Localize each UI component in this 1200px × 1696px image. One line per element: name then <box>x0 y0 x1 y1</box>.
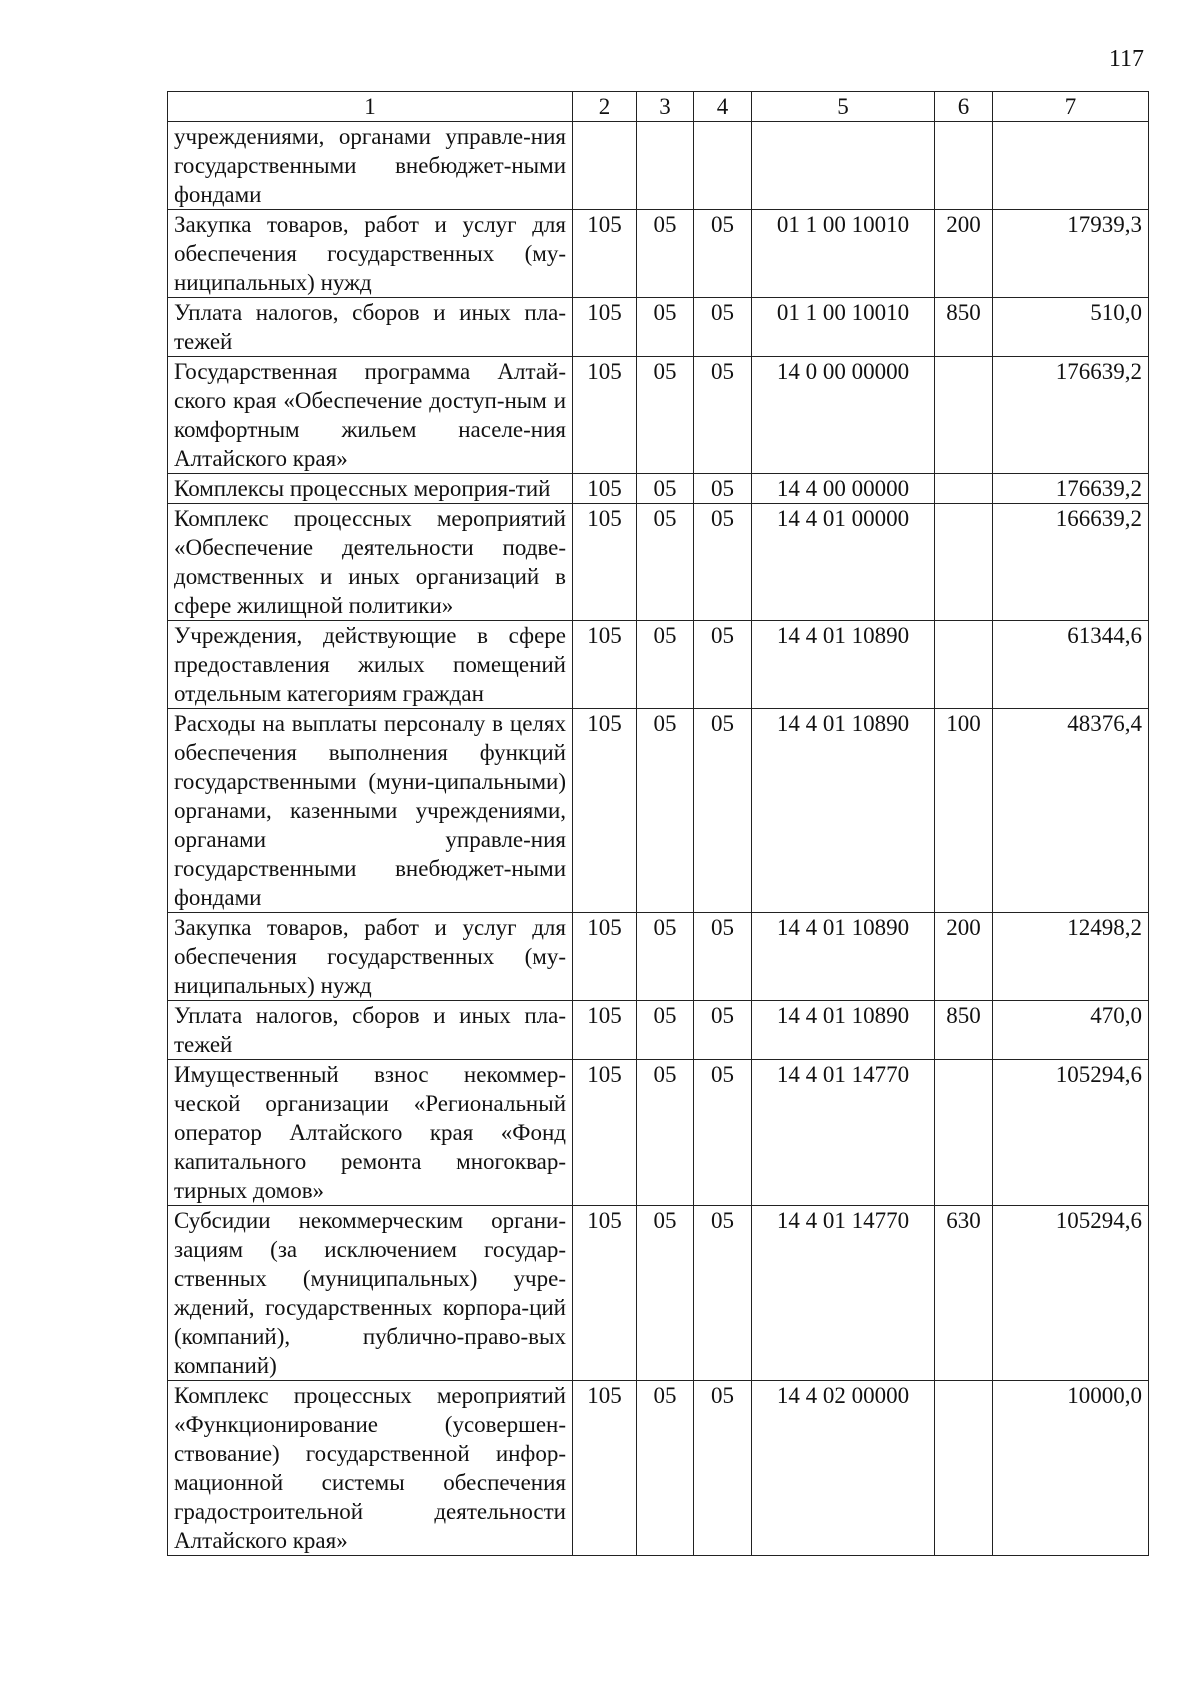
cell-target-code: 01 1 00 10010 <box>752 298 935 357</box>
header-row <box>168 92 1149 122</box>
column-header: 5 <box>752 92 935 122</box>
cell-subsection: 05 <box>694 504 752 621</box>
budget-table <box>167 91 1149 1556</box>
row-name: Комплексы процессных мероприя-тий <box>168 474 573 504</box>
cell-admin: 105 <box>573 474 637 504</box>
cell-section: 05 <box>637 1381 694 1556</box>
row-name: Расходы на выплаты персоналу в целях обеспечения выполнения функций государственными (муни-ципальными) органами, казенными учреждениями, органами управле-ния государственными внебюджет-ными фондами <box>168 709 573 913</box>
cell-subsection: 05 <box>694 1206 752 1381</box>
cell-expense-type <box>935 1060 993 1206</box>
table-row <box>168 1206 1149 1381</box>
row-name: Субсидии некоммерческим органи-зациям (за исключением государ-ственных (муниципальных) учре-ждений, государственных корпора-ций (компаний), публично-право-вых компаний) <box>168 1206 573 1381</box>
column-header: 4 <box>694 92 752 122</box>
column-header: 6 <box>935 92 993 122</box>
table-row <box>168 1060 1149 1206</box>
page-number: 117 <box>1108 46 1144 72</box>
cell-admin: 105 <box>573 298 637 357</box>
cell-section: 05 <box>637 1060 694 1206</box>
cell-expense-type: 100 <box>935 709 993 913</box>
cell-section: 05 <box>637 474 694 504</box>
cell-amount: 105294,6 <box>993 1060 1149 1206</box>
cell-admin: 105 <box>573 1060 637 1206</box>
cell-expense-type: 850 <box>935 298 993 357</box>
table-row <box>168 709 1149 913</box>
cell-target-code <box>752 122 935 210</box>
cell-expense-type <box>935 621 993 709</box>
cell-target-code: 14 4 01 00000 <box>752 504 935 621</box>
cell-target-code: 14 4 01 14770 <box>752 1060 935 1206</box>
cell-admin: 105 <box>573 709 637 913</box>
cell-expense-type <box>935 474 993 504</box>
table-row <box>168 122 1149 210</box>
row-name: Уплата налогов, сборов и иных пла-тежей <box>168 298 573 357</box>
cell-subsection: 05 <box>694 709 752 913</box>
table-row <box>168 1381 1149 1556</box>
cell-subsection <box>694 122 752 210</box>
cell-target-code: 14 0 00 00000 <box>752 357 935 474</box>
cell-expense-type: 200 <box>935 210 993 298</box>
row-name: Имущественный взнос некоммер-ческой организации «Региональный оператор Алтайского края «Фонд капитального ремонта многоквар-тирных домов» <box>168 1060 573 1206</box>
cell-expense-type <box>935 122 993 210</box>
cell-target-code: 14 4 01 10890 <box>752 709 935 913</box>
cell-admin: 105 <box>573 210 637 298</box>
row-name: Закупка товаров, работ и услуг для обеспечения государственных (му-ниципальных) нужд <box>168 913 573 1001</box>
table-row <box>168 1001 1149 1060</box>
table-row <box>168 210 1149 298</box>
cell-subsection: 05 <box>694 210 752 298</box>
cell-amount <box>993 122 1149 210</box>
cell-section: 05 <box>637 1206 694 1381</box>
cell-subsection: 05 <box>694 1060 752 1206</box>
cell-target-code: 14 4 00 00000 <box>752 474 935 504</box>
cell-admin <box>573 122 637 210</box>
cell-amount: 10000,0 <box>993 1381 1149 1556</box>
row-name: Уплата налогов, сборов и иных пла-тежей <box>168 1001 573 1060</box>
cell-expense-type <box>935 504 993 621</box>
cell-amount: 176639,2 <box>993 474 1149 504</box>
table-row <box>168 357 1149 474</box>
cell-subsection: 05 <box>694 1001 752 1060</box>
cell-subsection: 05 <box>694 913 752 1001</box>
cell-section <box>637 122 694 210</box>
cell-subsection: 05 <box>694 621 752 709</box>
column-header: 2 <box>573 92 637 122</box>
cell-expense-type: 200 <box>935 913 993 1001</box>
cell-amount: 12498,2 <box>993 913 1149 1001</box>
cell-target-code: 14 4 02 00000 <box>752 1381 935 1556</box>
cell-amount: 176639,2 <box>993 357 1149 474</box>
cell-expense-type: 850 <box>935 1001 993 1060</box>
cell-admin: 105 <box>573 504 637 621</box>
cell-target-code: 14 4 01 10890 <box>752 913 935 1001</box>
cell-target-code: 14 4 01 14770 <box>752 1206 935 1381</box>
cell-target-code: 01 1 00 10010 <box>752 210 935 298</box>
cell-amount: 61344,6 <box>993 621 1149 709</box>
cell-amount: 17939,3 <box>993 210 1149 298</box>
cell-expense-type <box>935 1381 993 1556</box>
table-row <box>168 913 1149 1001</box>
row-name: Закупка товаров, работ и услуг для обеспечения государственных (му-ниципальных) нужд <box>168 210 573 298</box>
row-name: учреждениями, органами управле-ния государственными внебюджет-ными фондами <box>168 122 573 210</box>
cell-admin: 105 <box>573 913 637 1001</box>
cell-amount: 510,0 <box>993 298 1149 357</box>
row-name: Государственная программа Алтай-ского края «Обеспечение доступ-ным и комфортным жильем населе-ния Алтайского края» <box>168 357 573 474</box>
cell-section: 05 <box>637 504 694 621</box>
cell-target-code: 14 4 01 10890 <box>752 621 935 709</box>
cell-section: 05 <box>637 913 694 1001</box>
cell-amount: 470,0 <box>993 1001 1149 1060</box>
cell-section: 05 <box>637 357 694 474</box>
cell-amount: 48376,4 <box>993 709 1149 913</box>
cell-section: 05 <box>637 210 694 298</box>
cell-amount: 166639,2 <box>993 504 1149 621</box>
cell-section: 05 <box>637 709 694 913</box>
table-row <box>168 504 1149 621</box>
cell-expense-type <box>935 357 993 474</box>
cell-expense-type: 630 <box>935 1206 993 1381</box>
row-name: Учреждения, действующие в сфере предоставления жилых помещений отдельным категориям граждан <box>168 621 573 709</box>
column-header: 1 <box>168 92 573 122</box>
cell-admin: 105 <box>573 1001 637 1060</box>
cell-subsection: 05 <box>694 474 752 504</box>
table-row <box>168 474 1149 504</box>
row-name: Комплекс процессных мероприятий «Обеспечение деятельности подве-домственных и иных организаций в сфере жилищной политики» <box>168 504 573 621</box>
cell-admin: 105 <box>573 621 637 709</box>
cell-section: 05 <box>637 298 694 357</box>
cell-subsection: 05 <box>694 357 752 474</box>
table-row <box>168 298 1149 357</box>
cell-subsection: 05 <box>694 1381 752 1556</box>
cell-section: 05 <box>637 1001 694 1060</box>
column-header: 3 <box>637 92 694 122</box>
cell-admin: 105 <box>573 1381 637 1556</box>
cell-amount: 105294,6 <box>993 1206 1149 1381</box>
column-header: 7 <box>993 92 1149 122</box>
cell-admin: 105 <box>573 357 637 474</box>
cell-target-code: 14 4 01 10890 <box>752 1001 935 1060</box>
cell-section: 05 <box>637 621 694 709</box>
cell-subsection: 05 <box>694 298 752 357</box>
row-name: Комплекс процессных мероприятий «Функционирование (усовершен-ствование) государственной инфор-мационной системы обеспечения градостроительной деятельности Алтайского края» <box>168 1381 573 1556</box>
cell-admin: 105 <box>573 1206 637 1381</box>
table-row <box>168 621 1149 709</box>
